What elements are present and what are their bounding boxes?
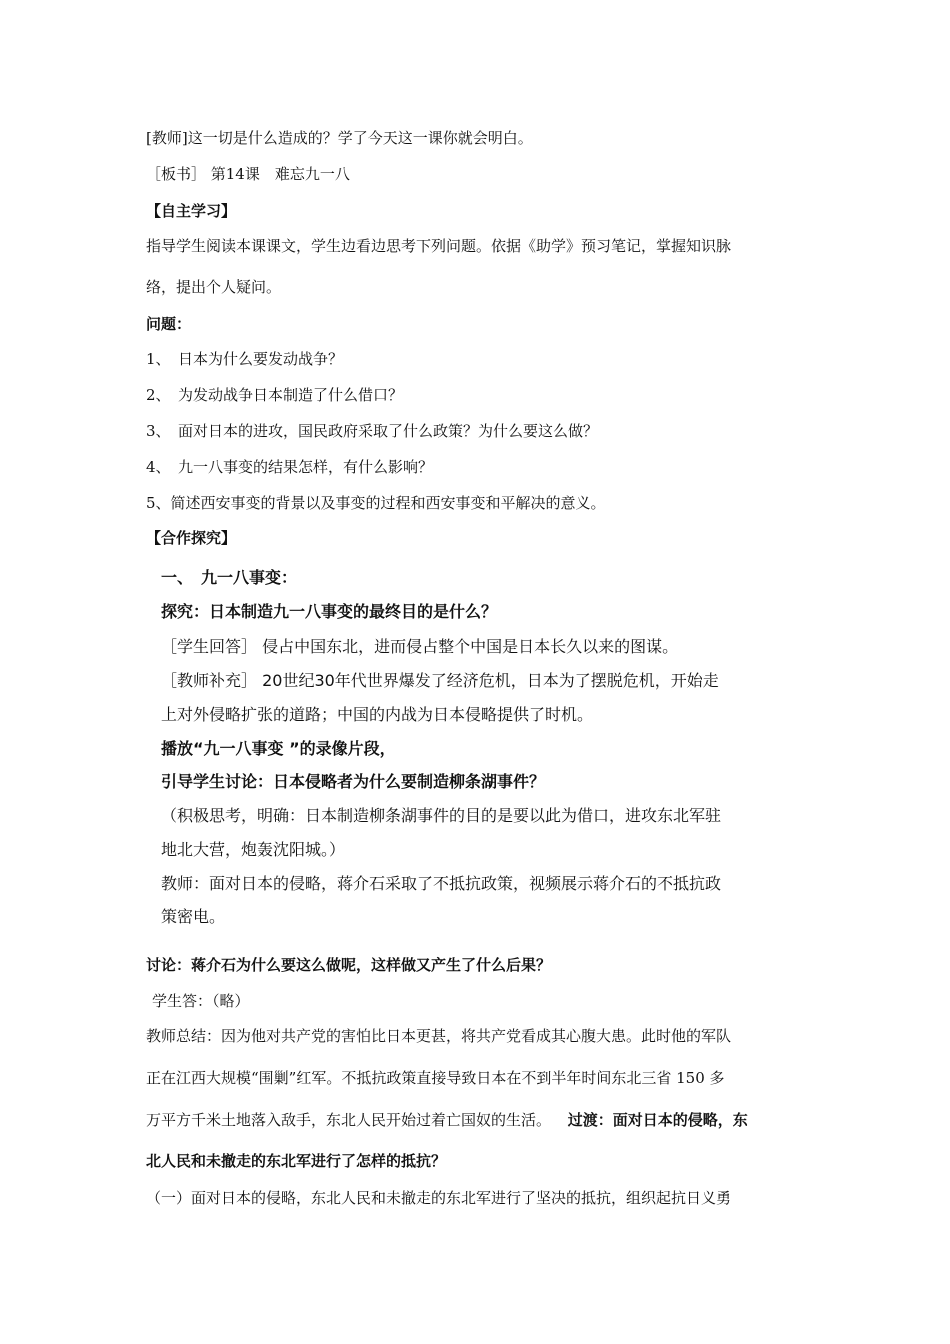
teacher-summary: 教师总结：因为他对共产党的害怕比日本更甚，将共产党看成其心腹大患。此时他的军队 [146,1027,732,1045]
inquiry-question: 探究：日本制造九一八事变的最终目的是什么？ [161,602,498,621]
teacher-line: 教师：面对日本的侵略，蒋介石采取了不抵抗政策，视频展示蒋介石的不抵抗政 [161,874,722,893]
blackboard-title-line: ［板书］ 第14课 难忘九一八 [146,165,350,183]
teacher-supplement: ［教师补充］ 20世纪30年代世界爆发了经济危机，日本为了摆脱危机，开始走 [161,671,719,690]
question-item: 3、 面对日本的进攻，国民政府采取了什么政策？为什么要这么做？ [146,422,599,440]
teacher-question-line: [教师]这一切是什么造成的？学了今天这一课你就会明白。 [146,129,533,147]
question-item: 2、 为发动战争日本制造了什么借口？ [146,386,404,404]
subsection-heading: 一、 九一八事变： [161,568,298,587]
paragraph-line: （一）面对日本的侵略，东北人民和未撤走的东北军进行了坚决的抵抗，组织起抗日义勇 [146,1189,732,1207]
student-reply: 学生答：（略） [152,992,250,1010]
play-video-line: 播放“九一八事变 ”的录像片段， [161,739,396,758]
teacher-summary-cont: 正在江西大规模“围剿”红军。不抵抗政策直接导致日本在不到半年时间东北三省 150 多 [146,1069,725,1087]
teacher-summary-cont [146,1110,748,1130]
questions-heading: 问题： [146,315,192,333]
question-item: 4、 九一八事变的结果怎样，有什么影响？ [146,458,434,476]
section-heading-cooperative-inquiry: 【合作探究】 [146,529,237,547]
teacher-line-cont: 策密电。 [161,907,226,926]
transition-text: 过渡：面对日本的侵略，东 [567,1111,748,1129]
discussion-answer-cont: 地北大营，炮轰沈阳城。） [161,840,346,859]
student-answer: ［学生回答］ 侵占中国东北，进而侵占整个中国是日本长久以来的图谋。 [161,637,679,656]
discussion-heading: 讨论：蒋介石为什么要这么做呢，这样做又产生了什么后果？ [146,956,552,974]
teacher-supplement-cont: 上对外侵略扩张的道路；中国的内战为日本侵略提供了时机。 [161,705,594,724]
question-item: 5、简述西安事变的背景以及事变的过程和西安事变和平解决的意义。 [146,494,606,512]
paragraph-line: 络，提出个人疑问。 [146,278,282,296]
summary-text: 万平方千米土地落入敌手，东北人民开始过着亡国奴的生活。 [146,1111,552,1129]
question-item: 1、 日本为什么要发动战争？ [146,350,344,368]
discussion-prompt: 引导学生讨论：日本侵略者为什么要制造柳条湖事件？ [161,772,546,791]
transition-text-cont: 北人民和未撤走的东北军进行了怎样的抵抗？ [146,1152,447,1170]
paragraph-line: 指导学生阅读本课课文，学生边看边思考下列问题。依据《助学》预习笔记，掌握知识脉 [146,237,732,255]
discussion-answer: （积极思考，明确：日本制造柳条湖事件的目的是要以此为借口，进攻东北军驻 [161,806,722,825]
section-heading-self-study: 【自主学习】 [146,202,237,220]
